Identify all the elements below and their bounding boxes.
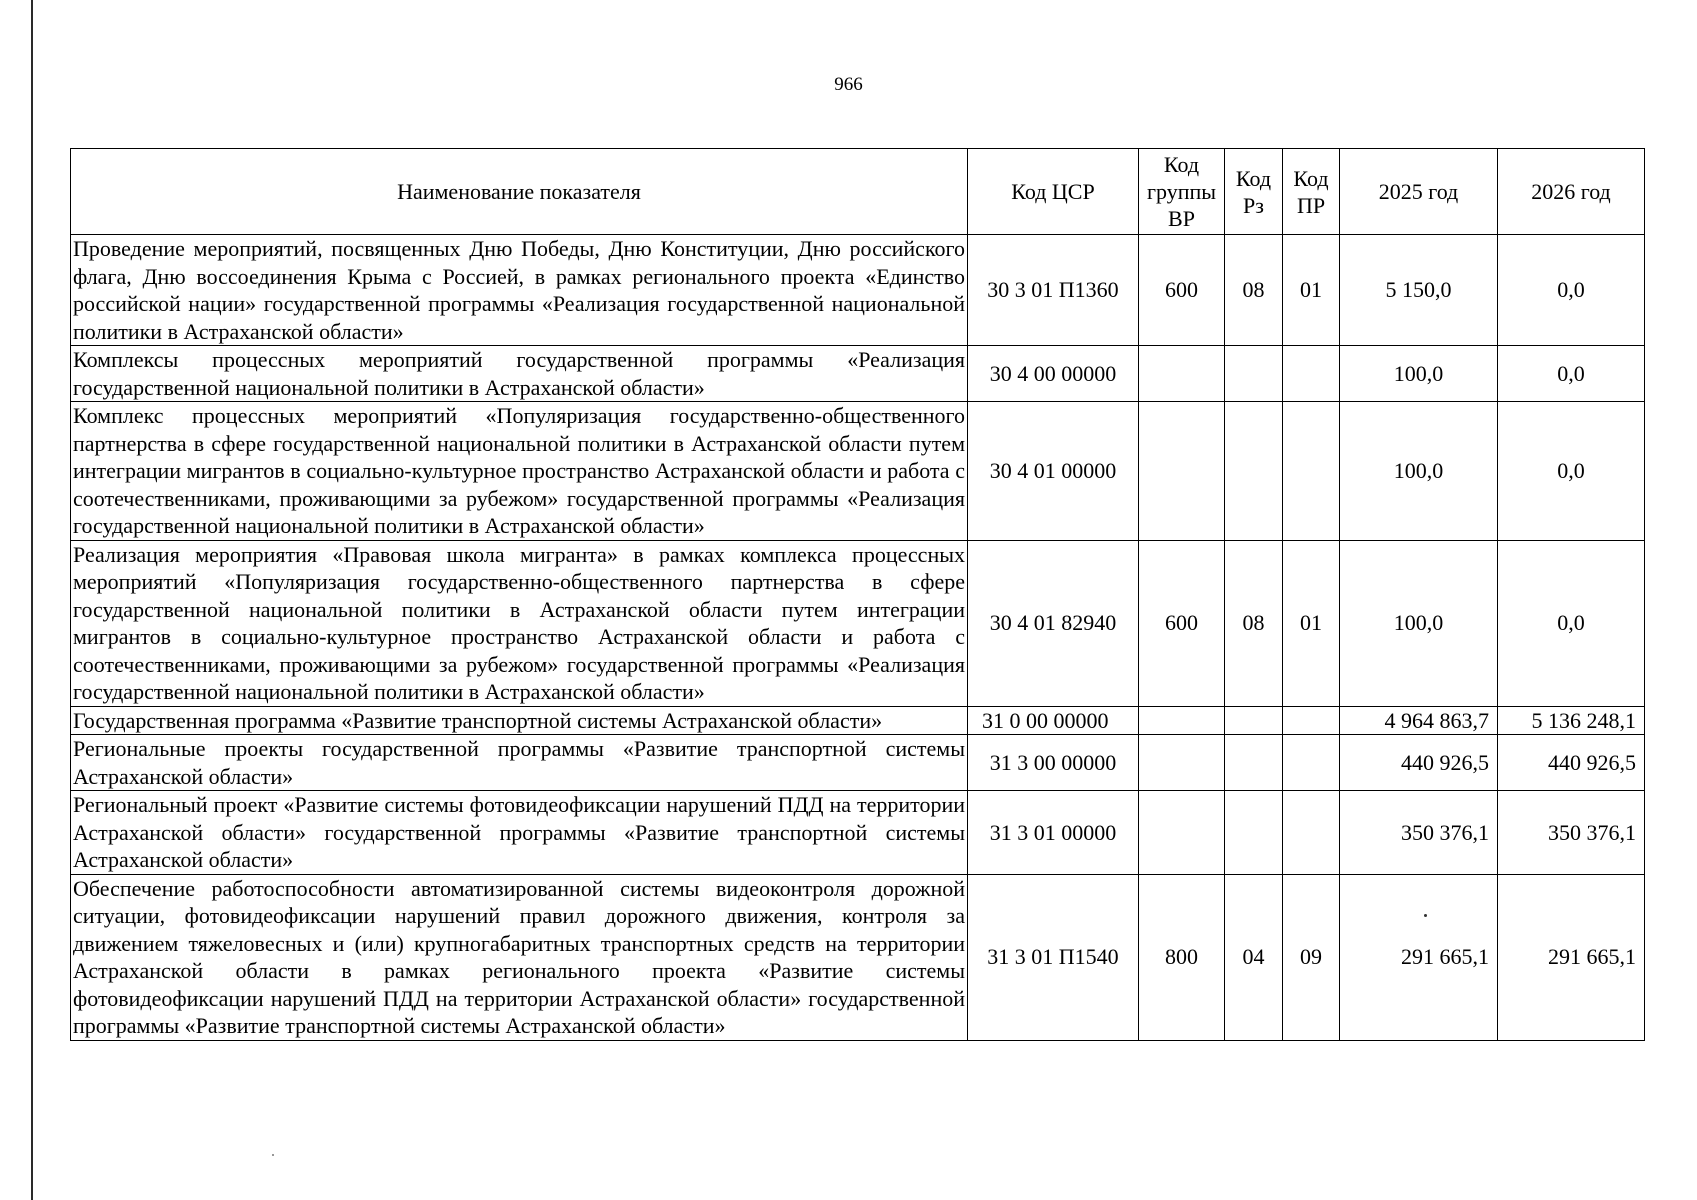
row-csr-code: 30 4 01 00000 — [968, 402, 1139, 541]
header-vr-code: Код группы ВР — [1139, 149, 1225, 235]
row-vr-code — [1139, 735, 1225, 791]
row-vr-code: 600 — [1139, 540, 1225, 706]
row-name: Региональный проект «Развитие системы фотовидеофиксации нарушений ПДД на территории Астраханской области» государственной программы «Развитие транспортной системы Астраханской области» — [71, 791, 968, 875]
row-pr-code: 01 — [1283, 540, 1340, 706]
header-name: Наименование показателя — [71, 149, 968, 235]
row-value-2025: 100,0 — [1340, 346, 1498, 402]
header-csr-code: Код ЦСР — [968, 149, 1139, 235]
row-name: Комплексы процессных мероприятий государственной программы «Реализация государственной национальной политики в Астраханской области» — [71, 346, 968, 402]
row-pr-code — [1283, 402, 1340, 541]
row-vr-code — [1139, 791, 1225, 875]
row-value-2026: 0,0 — [1498, 235, 1645, 346]
row-value-2025: 100,0 — [1340, 540, 1498, 706]
row-csr-code: 31 3 00 00000 — [968, 735, 1139, 791]
row-value-2025: 350 376,1 — [1340, 791, 1498, 875]
row-rz-code — [1225, 402, 1283, 541]
table-row — [71, 874, 1645, 1040]
scan-speck — [272, 1154, 274, 1156]
page-number: 966 — [834, 74, 863, 95]
table-row — [71, 791, 1645, 875]
row-value-2026: 440 926,5 — [1498, 735, 1645, 791]
table-row — [71, 706, 1645, 735]
row-value-2025: 291 665,1 — [1340, 874, 1498, 1040]
row-rz-code — [1225, 791, 1283, 875]
row-name: Региональные проекты государственной программы «Развитие транспортной системы Астраханской области» — [71, 735, 968, 791]
scan-speck — [1424, 914, 1427, 917]
row-vr-code — [1139, 706, 1225, 735]
row-value-2026: 0,0 — [1498, 346, 1645, 402]
row-value-2026: 0,0 — [1498, 540, 1645, 706]
table-row — [71, 540, 1645, 706]
row-pr-code: 09 — [1283, 874, 1340, 1040]
binding-margin-line — [31, 0, 33, 1200]
row-vr-code — [1139, 402, 1225, 541]
header-rz-code: Код Рз — [1225, 149, 1283, 235]
row-value-2026: 350 376,1 — [1498, 791, 1645, 875]
row-value-2026: 0,0 — [1498, 402, 1645, 541]
table-row — [71, 402, 1645, 541]
row-pr-code — [1283, 735, 1340, 791]
row-name: Проведение мероприятий, посвященных Дню Победы, Дню Конституции, Дню российского флага, Дню воссоединения Крыма с Россией, в рамках регионального проекта «Единство российской нации» государственной программы «Реализация государственной национальной политики в Астраханской области» — [71, 235, 968, 346]
row-pr-code: 01 — [1283, 235, 1340, 346]
header-year-2025: 2025 год — [1340, 149, 1498, 235]
row-rz-code: 08 — [1225, 540, 1283, 706]
row-value-2026: 5 136 248,1 — [1498, 706, 1645, 735]
row-value-2025: 100,0 — [1340, 402, 1498, 541]
row-csr-code: 31 3 01 П1540 — [968, 874, 1139, 1040]
table-header-row — [71, 149, 1645, 235]
row-name: Комплекс процессных мероприятий «Популяризация государственно-общественного партнерства в сфере государственной национальной политики в Астраханской области путем интеграции мигрантов в социально-культурное пространство Астраханской области и работа с соотечественниками, проживающими за рубежом» государственной программы «Реализация государственной национальной политики в Астраханской области» — [71, 402, 968, 541]
row-csr-code: 31 3 01 00000 — [968, 791, 1139, 875]
row-name: Обеспечение работоспособности автоматизированной системы видеоконтроля дорожной ситуации, фотовидеофиксации нарушений правил дорожного движения, контроля за движением тяжеловесных и (или) крупногабаритных транспортных средств на территории Астраханской области в рамках регионального проекта «Развитие системы фотовидеофиксации нарушений ПДД на территории Астраханской области» государственной программы «Развитие транспортной системы Астраханской области» — [71, 874, 968, 1040]
row-value-2026: 291 665,1 — [1498, 874, 1645, 1040]
row-csr-code: 30 3 01 П1360 — [968, 235, 1139, 346]
row-csr-code: 31 0 00 00000 — [968, 706, 1139, 735]
row-vr-code: 600 — [1139, 235, 1225, 346]
row-value-2025: 4 964 863,7 — [1340, 706, 1498, 735]
row-rz-code: 04 — [1225, 874, 1283, 1040]
row-rz-code — [1225, 706, 1283, 735]
row-name: Государственная программа «Развитие транспортной системы Астраханской области» — [71, 706, 968, 735]
header-pr-code: Код ПР — [1283, 149, 1340, 235]
row-name: Реализация мероприятия «Правовая школа мигранта» в рамках комплекса процессных мероприятий «Популяризация государственно-общественного партнерства в сфере государственной национальной политики в Астраханской области путем интеграции мигрантов в социально-культурное пространство Астраханской области и работа с соотечественниками, проживающими за рубежом» государственной программы «Реализация государственной национальной политики в Астраханской области» — [71, 540, 968, 706]
row-pr-code — [1283, 791, 1340, 875]
row-vr-code: 800 — [1139, 874, 1225, 1040]
budget-table — [70, 148, 1645, 1041]
row-pr-code — [1283, 346, 1340, 402]
header-year-2026: 2026 год — [1498, 149, 1645, 235]
row-csr-code: 30 4 00 00000 — [968, 346, 1139, 402]
row-rz-code — [1225, 346, 1283, 402]
row-value-2025: 440 926,5 — [1340, 735, 1498, 791]
table-row — [71, 735, 1645, 791]
row-rz-code: 08 — [1225, 235, 1283, 346]
row-rz-code — [1225, 735, 1283, 791]
row-value-2025: 5 150,0 — [1340, 235, 1498, 346]
row-csr-code: 30 4 01 82940 — [968, 540, 1139, 706]
table-row — [71, 235, 1645, 346]
row-vr-code — [1139, 346, 1225, 402]
table-row — [71, 346, 1645, 402]
row-pr-code — [1283, 706, 1340, 735]
